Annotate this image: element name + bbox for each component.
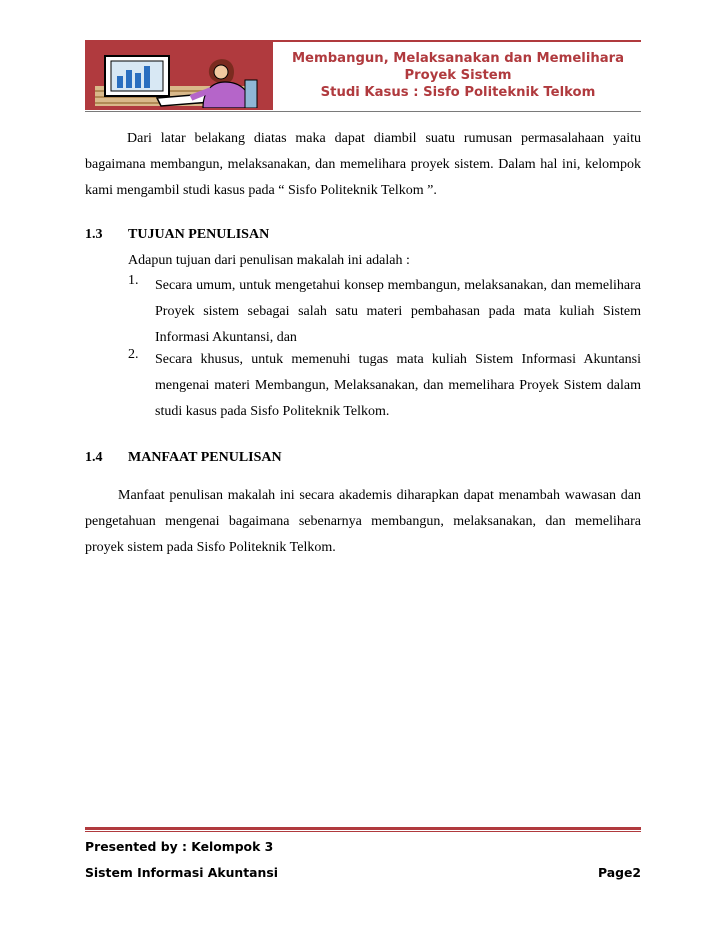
section-number: 1.3 <box>85 227 103 242</box>
header-title <box>275 50 641 101</box>
header-title-line1: Membangun, Melaksanakan dan Memelihara <box>291 51 625 66</box>
footer-rule-thin <box>85 831 641 832</box>
header-title-line3: Studi Kasus : Sisfo Politeknik Telkom <box>320 85 596 100</box>
section-title: MANFAAT PENULISAN <box>128 450 282 465</box>
benefit-paragraph: Manfaat penulisan makalah ini secara akademis diharapkan dapat menambah wawasan dan pengetahuan mengenai bagaimana sebenarnya membangun, melaksanakan, dan memelihara proyek sistem pada Sisfo Politeknik Telkom. <box>85 488 641 555</box>
list-item-text: Secara khusus, untuk memenuhi tugas mata kuliah Sistem Informasi Akuntansi mengenai materi Membangun, Melaksanakan, dan memelihara Proyek Sistem dalam studi kasus pada Sisfo Politeknik Telkom. <box>155 352 641 419</box>
section-number: 1.4 <box>85 450 103 465</box>
person-at-computer-icon <box>95 50 260 108</box>
list-item-text: Secara umum, untuk mengetahui konsep membangun, melaksanakan, dan memelihara Proyek sistem sebagai salah satu materi pembahasan pada mata kuliah Sistem Informasi Akuntansi, dan <box>155 278 641 345</box>
header-bottom-rule <box>85 111 641 112</box>
header-top-rule <box>273 40 641 42</box>
page-header <box>85 40 641 112</box>
intro-paragraph: Dari latar belakang diatas maka dapat diambil suatu rumusan permasalahaan yaitu bagaimana membangun, melaksanakan, dan memelihara proyek sistem. Dalam hal ini, kelompok kami mengambil studi kasus pada “ Sisfo Politeknik Telkom ”. <box>85 131 641 198</box>
header-title-line2: Proyek Sistem <box>404 68 512 83</box>
footer-rule-thick <box>85 827 641 830</box>
footer-page-number: Page2 <box>597 865 641 880</box>
footer-course: Sistem Informasi Akuntansi <box>85 865 278 880</box>
footer-presented-by: Presented by : Kelompok 3 <box>85 839 274 854</box>
list-item-number: 1. <box>128 273 139 288</box>
list-intro: Adapun tujuan dari penulisan makalah ini adalah : <box>128 253 410 268</box>
section-title: TUJUAN PENULISAN <box>128 227 270 242</box>
list-item-number: 2. <box>128 347 139 362</box>
